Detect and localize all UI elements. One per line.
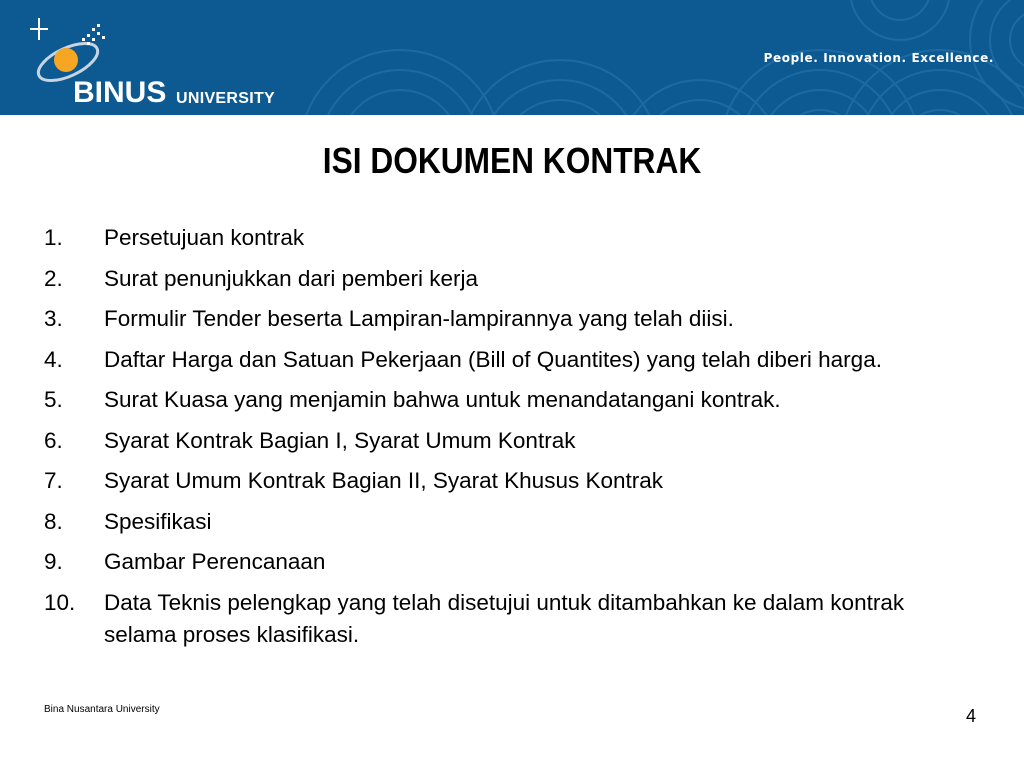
- list-item: [44, 587, 974, 651]
- logo-wordmark: BINUS: [73, 76, 167, 109]
- slide-title: ISI DOKUMEN KONTRAK: [322, 140, 702, 181]
- list-item-text: Spesifikasi: [104, 508, 212, 534]
- list-item: [44, 384, 974, 416]
- contract-document-list: [44, 222, 974, 659]
- list-item-number: 7.: [44, 468, 63, 493]
- list-item-number: 1.: [44, 225, 63, 250]
- list-item-text: Syarat Kontrak Bagian I, Syarat Umum Kontrak: [104, 427, 576, 453]
- list-item-number: 3.: [44, 306, 63, 331]
- page-number: 4: [965, 706, 976, 726]
- list-item: [44, 465, 974, 497]
- list-item-text: Data Teknis pelengkap yang telah disetujui untuk ditambahkan ke dalam kontrak selama proses klasifikasi.: [104, 589, 905, 647]
- list-item-number: 6.: [44, 427, 63, 453]
- list-item-text: Surat Kuasa yang menjamin bahwa untuk menandatangani kontrak.: [104, 387, 781, 412]
- header-band: [0, 0, 1024, 115]
- list-item: [44, 506, 974, 538]
- list-item-number: 10.: [44, 589, 76, 615]
- list-item: [44, 344, 974, 376]
- list-item-text: Surat penunjukkan dari pemberi kerja: [104, 265, 478, 291]
- list-item-number: 8.: [44, 508, 63, 534]
- footer-organization: Bina Nusantara University: [44, 704, 160, 715]
- list-item: [44, 263, 974, 295]
- list-item-number: 4.: [44, 346, 63, 372]
- list-item: [44, 222, 974, 254]
- list-item: [44, 546, 974, 578]
- list-item-number: 5.: [44, 387, 63, 412]
- list-item-text: Persetujuan kontrak: [104, 225, 305, 250]
- list-item-text: Syarat Umum Kontrak Bagian II, Syarat Khusus Kontrak: [104, 468, 664, 493]
- list-item: [44, 303, 974, 335]
- list-item-text: Gambar Perencanaan: [104, 549, 326, 574]
- logo-university-text: UNIVERSITY: [176, 90, 276, 107]
- list-item: [44, 425, 974, 457]
- binus-logo[interactable]: [30, 18, 310, 108]
- list-item-text: Formulir Tender beserta Lampiran-lampirannya yang telah diisi.: [104, 306, 734, 331]
- list-item-text: Daftar Harga dan Satuan Pekerjaan (Bill of Quantites) yang telah diberi harga.: [104, 346, 882, 372]
- list-item-number: 2.: [44, 265, 63, 291]
- list-item-number: 9.: [44, 549, 63, 574]
- tagline: People. Innovation. Excellence.: [763, 51, 994, 65]
